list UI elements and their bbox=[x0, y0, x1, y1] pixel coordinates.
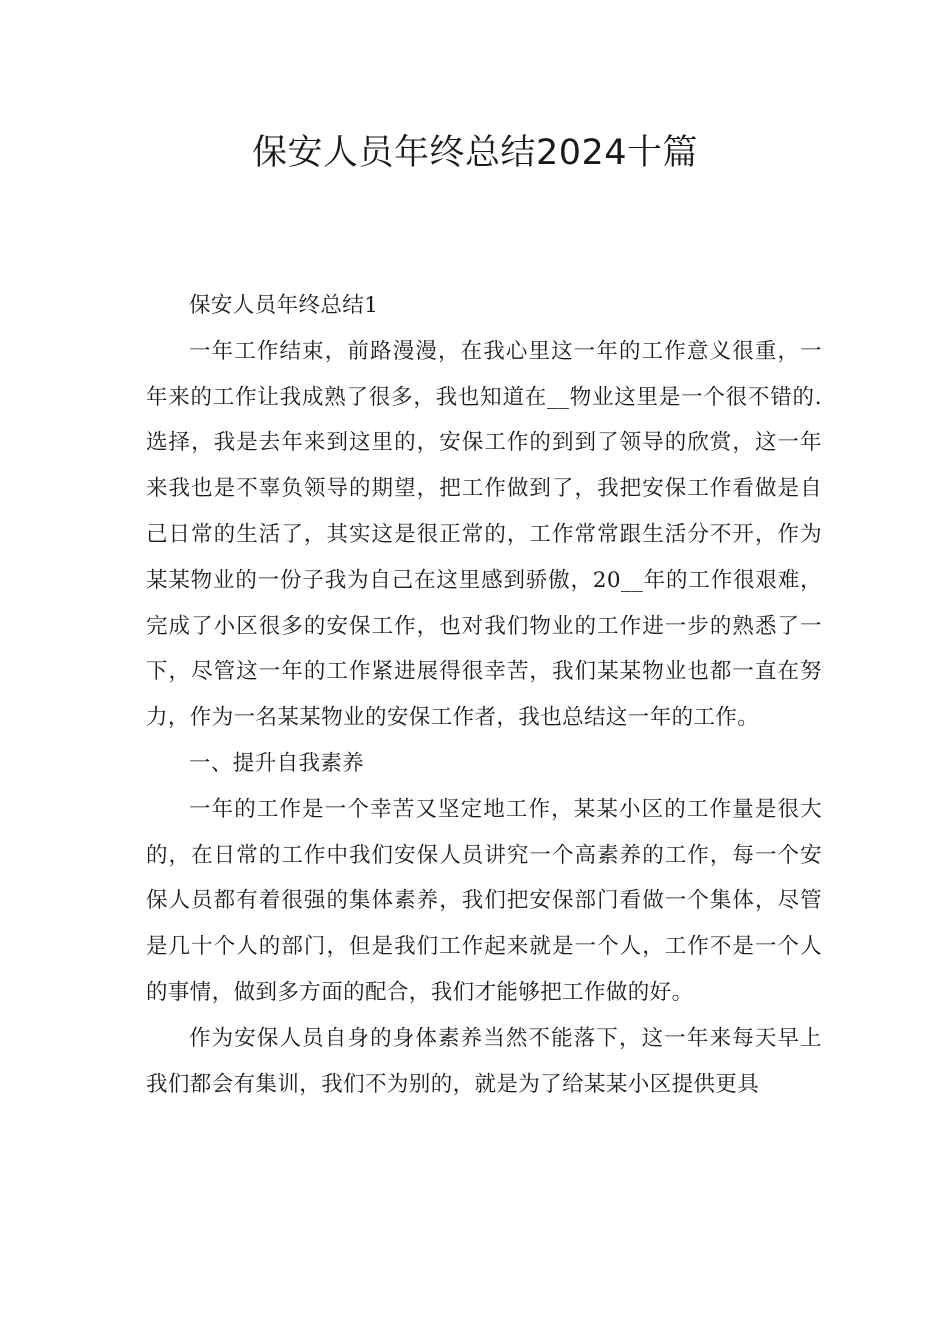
document-body bbox=[146, 283, 822, 1107]
paragraph-teamwork: 一年的工作是一个幸苦又坚定地工作，某某小区的工作量是很大的，在日常的工作中我们安保人员讲究一个高素养的工作，每一个安保人员都有着很强的集体素养，我们把安保部门看做一个集体，尽管是几十个人的部门，但是我们工作起来就是一个人，工作不是一个人的事情，做到多方面的配合，我们才能够把工作做的好。 bbox=[146, 796, 822, 1005]
paragraph-physical-fitness: 作为安保人员自身的身体素养当然不能落下，这一年来每天早上我们都会有集训，我们不为别的，就是为了给某某小区提供更具 bbox=[146, 1025, 822, 1097]
section-heading-summary-1: 保安人员年终总结1 bbox=[189, 293, 379, 318]
paragraph-intro: 一年工作结束，前路漫漫，在我心里这一年的工作意义很重，一年来的工作让我成熟了很多，我也知道在__物业这里是一个很不错的.选择，我是去年来到这里的，安保工作的到到了领导的欣赏，这一年来我也是不辜负领导的期望，把工作做到了，我把安保工作看做是自己日常的生活了，其实这是很正常的，工作常常跟生活分不开，作为某某物业的一份子我为自己在这里感到骄傲，20__年的工作很艰难，完成了小区很多的安保工作，也对我们物业的工作进一步的熟悉了一下，尽管这一年的工作紧进展得很幸苦，我们某某物业也都一直在努力，作为一名某某物业的安保工作者，我也总结这一年的工作。 bbox=[146, 338, 822, 731]
document-title: 保安人员年终总结2024十篇 bbox=[251, 133, 699, 173]
section-heading-self-improvement: 一、提升自我素养 bbox=[189, 750, 365, 776]
